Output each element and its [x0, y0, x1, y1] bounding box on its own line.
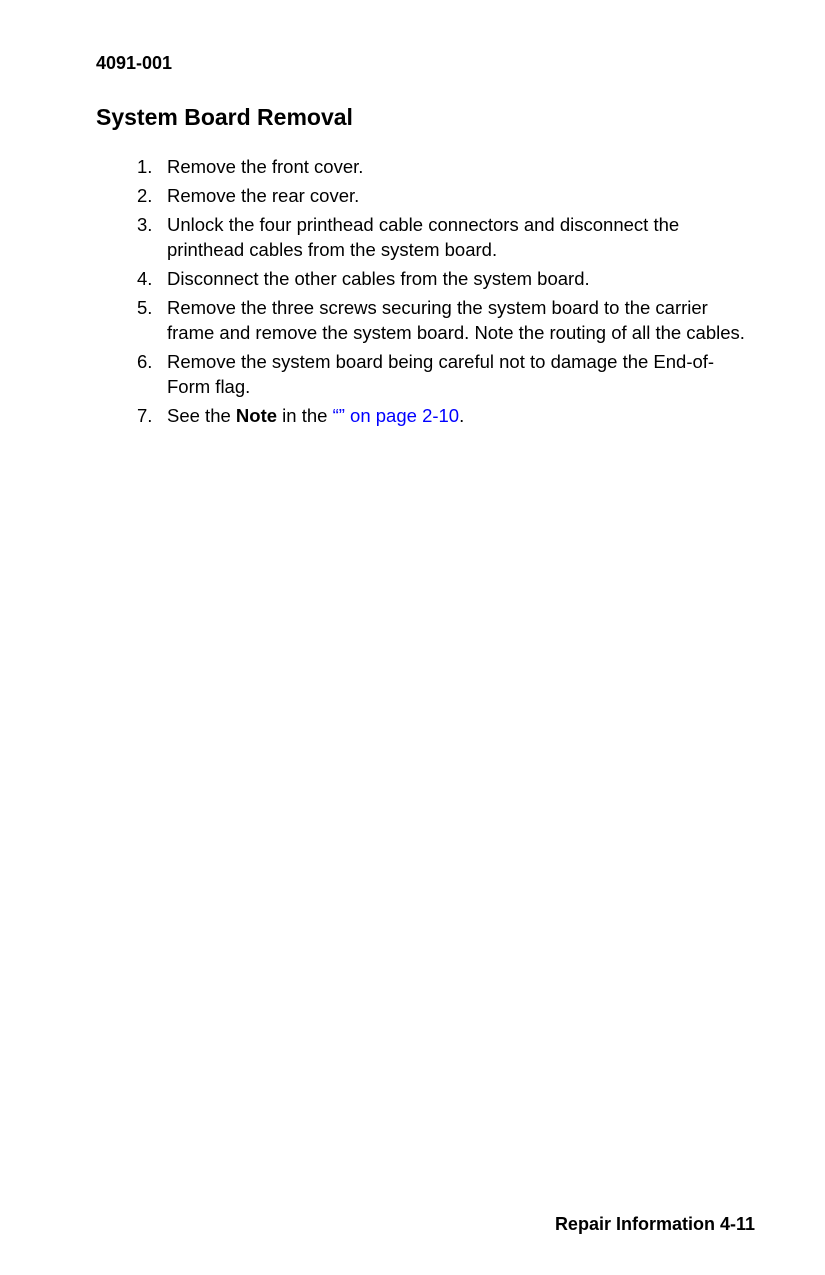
step-text-suffix: .	[459, 405, 465, 426]
list-item	[137, 349, 757, 399]
step-number: 5.	[137, 297, 153, 318]
step-text: Remove the rear cover.	[167, 185, 360, 206]
step-text: Disconnect the other cables from the system board.	[167, 268, 590, 289]
section-title: System Board Removal	[96, 104, 353, 130]
step-text-middle: in the	[277, 405, 333, 426]
list-item	[137, 212, 757, 262]
page-reference-link[interactable]: “” on page 2-10	[332, 405, 460, 426]
step-text-prefix: See the	[167, 405, 236, 426]
step-text: Unlock the four printhead cable connectors and disconnect the printhead cables from the system board.	[167, 214, 680, 260]
page-footer: Repair Information 4-11	[554, 1214, 755, 1234]
step-text: Remove the three screws securing the system board to the carrier frame and remove the system board. Note the routing of all the cables.	[167, 297, 745, 343]
list-item	[137, 295, 757, 345]
step-number: 7.	[137, 405, 153, 426]
step-number: 2.	[137, 185, 153, 206]
step-text: Remove the system board being careful not to damage the End-of-Form flag.	[167, 351, 715, 397]
list-item	[137, 266, 757, 291]
step-text: Remove the front cover.	[167, 156, 364, 177]
removal-steps-list	[137, 154, 757, 432]
list-item	[137, 403, 757, 428]
list-item	[137, 183, 757, 208]
step-number: 3.	[137, 214, 153, 235]
list-item	[137, 154, 757, 179]
step-number: 6.	[137, 351, 153, 372]
document-id: 4091-001	[96, 53, 173, 73]
step-number: 1.	[137, 156, 153, 177]
note-emphasis: Note	[235, 405, 278, 426]
step-number: 4.	[137, 268, 153, 289]
